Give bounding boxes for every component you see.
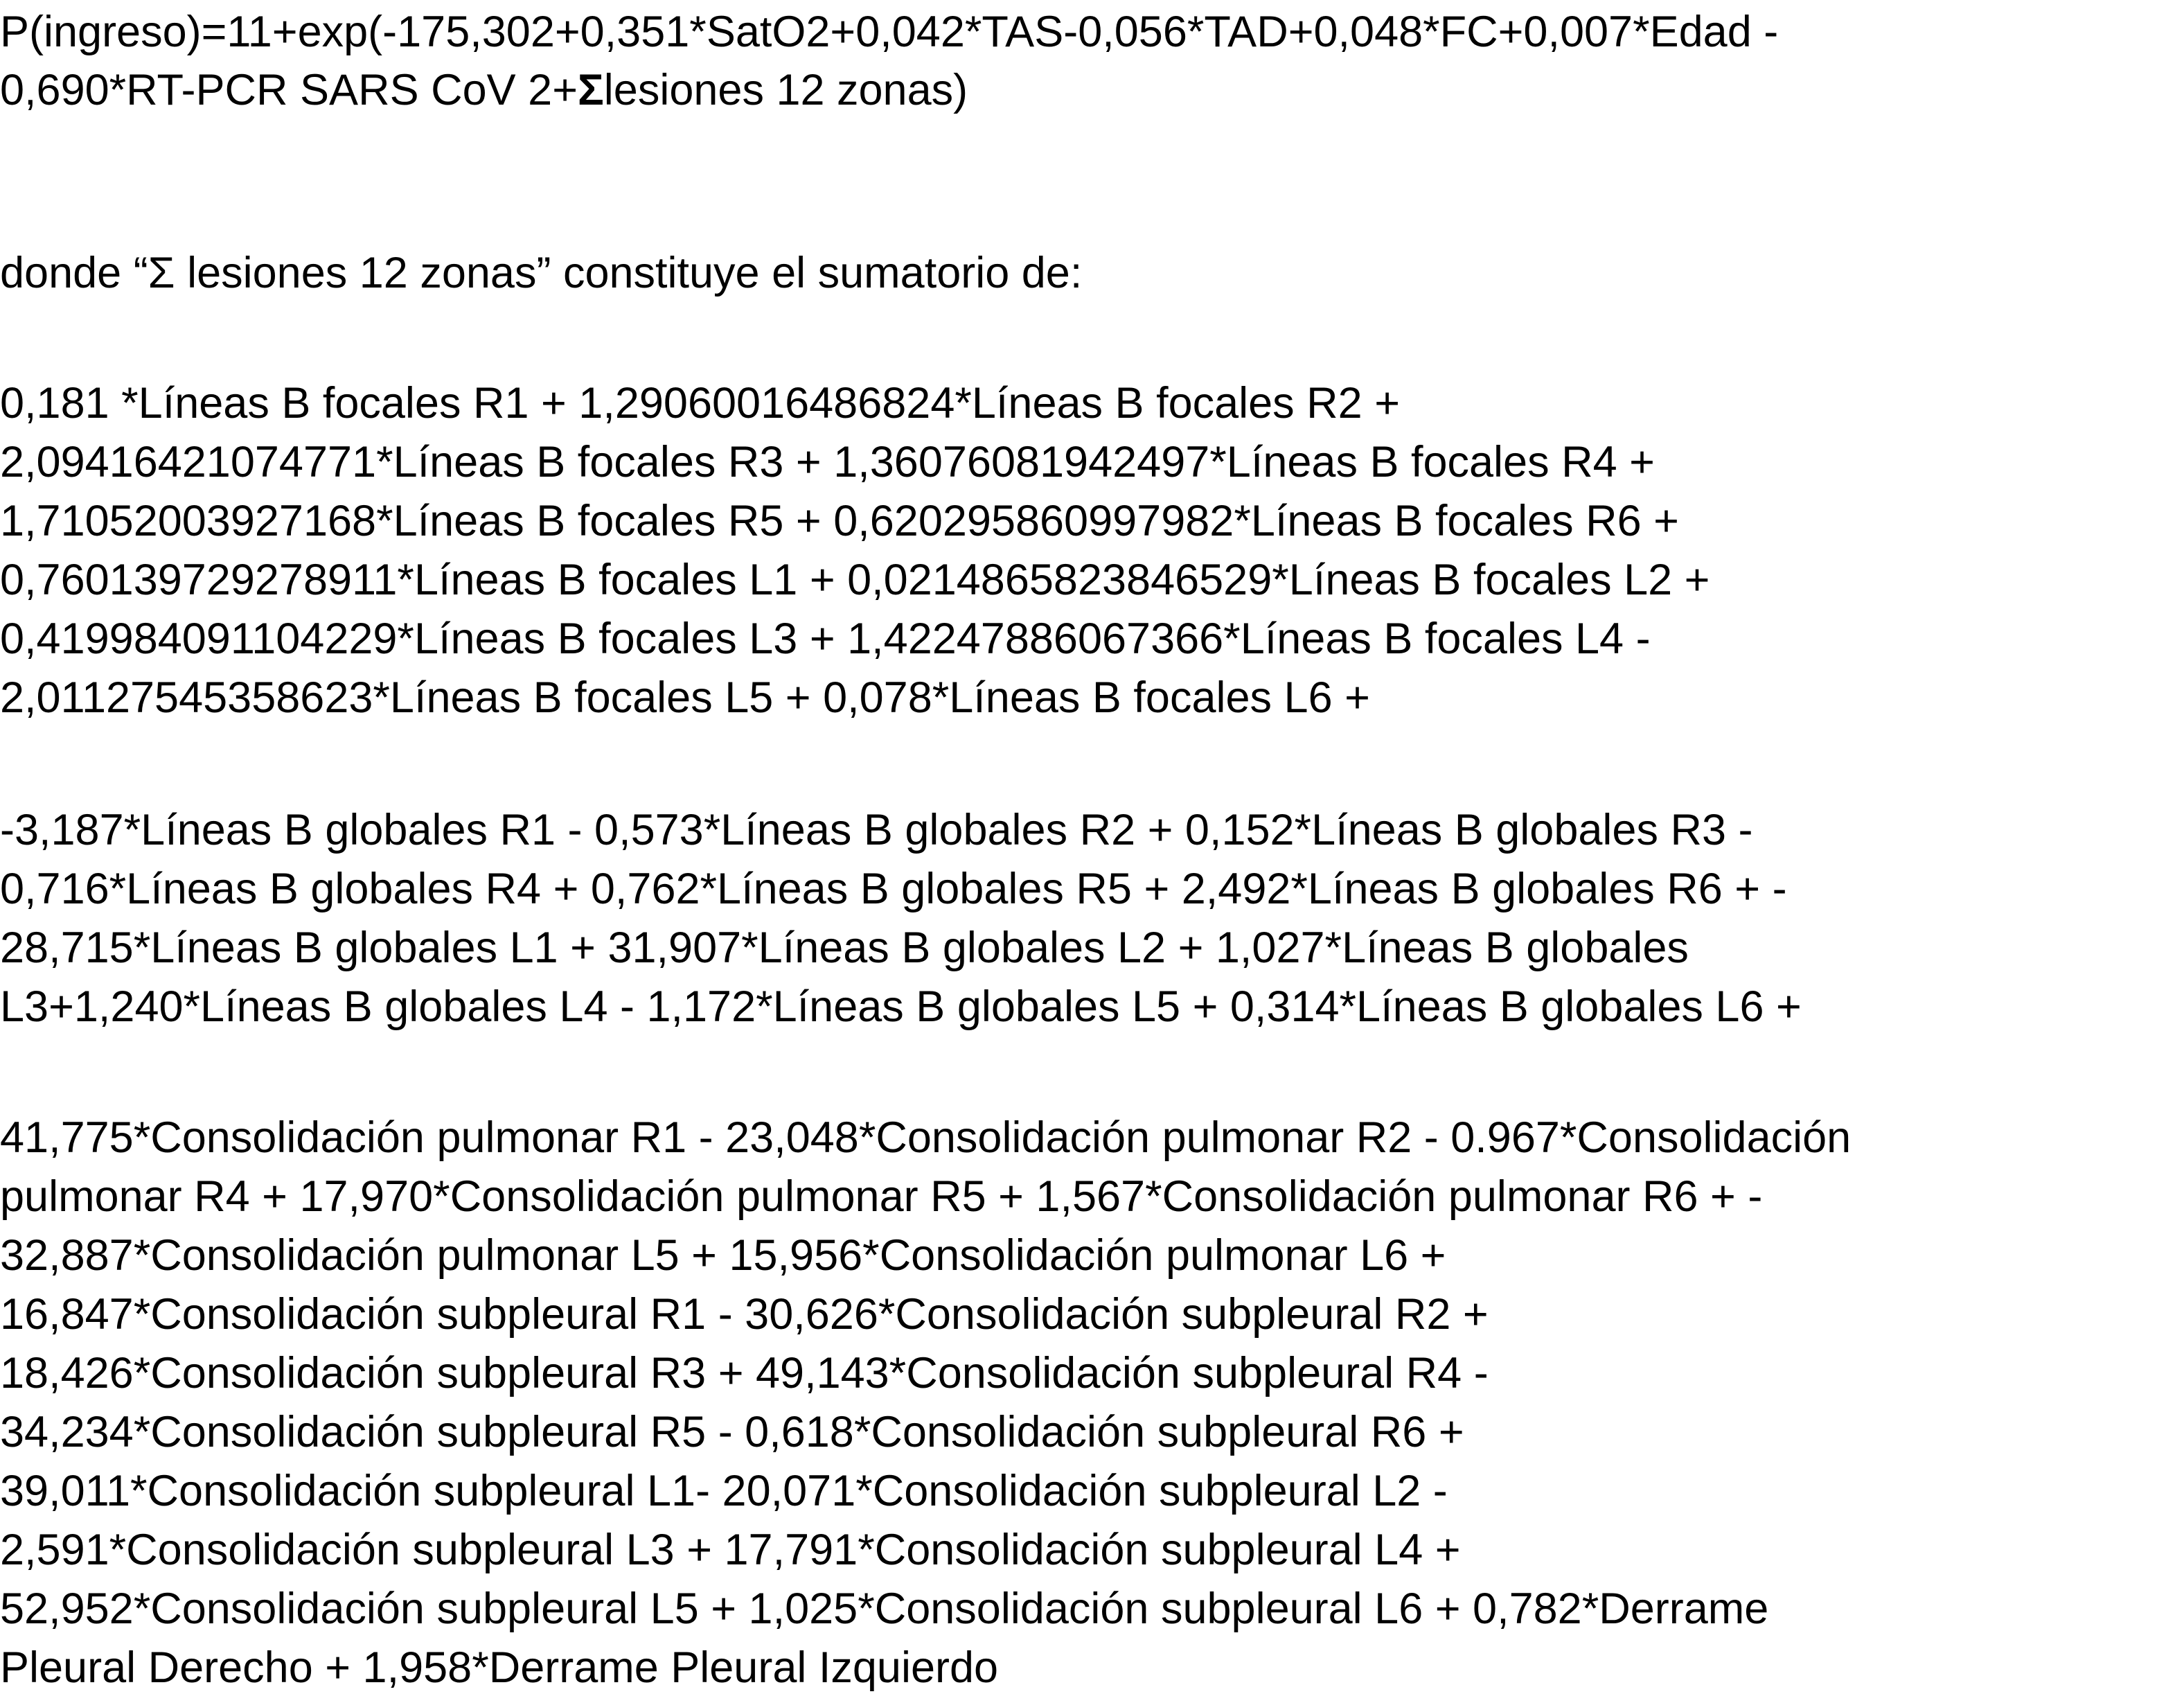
formula-line-2-prefix: 0,690*RT-PCR SARS CoV 2+ xyxy=(0,66,578,114)
definition-text: donde “Σ lesiones 12 zonas” constituye el sumatorio de: xyxy=(0,249,1083,297)
focal-line-5: 0,419984091104229*Líneas B focales L3 + 1,42247886067366*Líneas B focales L4 - xyxy=(0,615,1651,663)
global-line-1: -3,187*Líneas B globales R1 - 0,573*Líneas B globales R2 + 0,152*Líneas B globales R3 - xyxy=(0,806,1753,854)
consolidation-line-2: pulmonar R4 + 17,970*Consolidación pulmonar R5 + 1,567*Consolidación pulmonar R6 + - xyxy=(0,1172,1763,1221)
focal-line-2: 2,09416421074771*Líneas B focales R3 + 1,36076081942497*Líneas B focales R4 + xyxy=(0,438,1655,486)
focal-line-3: 1,71052003927168*Líneas B focales R5 + 0,620295860997982*Líneas B focales R6 + xyxy=(0,497,1679,545)
formula-line-2 xyxy=(0,61,968,119)
consolidation-line-3: 32,887*Consolidación pulmonar L5 + 15,956*Consolidación pulmonar L6 + xyxy=(0,1231,1446,1280)
global-line-3: 28,715*Líneas B globales L1 + 31,907*Líneas B globales L2 + 1,027*Líneas B globales xyxy=(0,924,1689,972)
consolidation-line-6: 34,234*Consolidación subpleural R5 - 0,618*Consolidación subpleural R6 + xyxy=(0,1408,1464,1456)
consolidation-line-8: 2,591*Consolidación subpleural L3 + 17,791*Consolidación subpleural L4 + xyxy=(0,1526,1461,1574)
formula-line-1: P(ingreso)=11+exp(-175,302+0,351*SatO2+0,042*TAS-0,056*TAD+0,048*FC+0,007*Edad - xyxy=(0,8,1779,56)
focal-line-4: 0,760139729278911*Líneas B focales L1 + 0,0214865823846529*Líneas B focales L2 + xyxy=(0,556,1710,604)
consolidation-line-5: 18,426*Consolidación subpleural R3 + 49,143*Consolidación subpleural R4 - xyxy=(0,1349,1489,1397)
sigma-symbol: Σ xyxy=(577,66,604,114)
consolidation-line-9: 52,952*Consolidación subpleural L5 + 1,025*Consolidación subpleural L6 + 0,782*Derrame xyxy=(0,1585,1769,1633)
formula-line-2-suffix: lesiones 12 zonas) xyxy=(603,66,968,114)
consolidation-line-1: 41,775*Consolidación pulmonar R1 - 23,048*Consolidación pulmonar R2 - 0.967*Consolidación xyxy=(0,1113,1852,1162)
focal-line-6: 2,01127545358623*Líneas B focales L5 + 0,078*Líneas B focales L6 + xyxy=(0,673,1370,722)
global-line-2: 0,716*Líneas B globales R4 + 0,762*Líneas B globales R5 + 2,492*Líneas B globales R6 + - xyxy=(0,865,1787,913)
global-line-4: L3+1,240*Líneas B globales L4 - 1,172*Líneas B globales L5 + 0,314*Líneas B globales L6 + xyxy=(0,982,1802,1031)
consolidation-line-7: 39,011*Consolidación subpleural L1- 20,071*Consolidación subpleural L2 - xyxy=(0,1467,1448,1515)
focal-line-1: 0,181 *Líneas B focales R1 + 1,29060016486824*Líneas B focales R2 + xyxy=(0,379,1401,427)
consolidation-line-10: Pleural Derecho + 1,958*Derrame Pleural Izquierdo xyxy=(0,1643,999,1692)
consolidation-line-4: 16,847*Consolidación subpleural R1 - 30,626*Consolidación subpleural R2 + xyxy=(0,1290,1489,1339)
